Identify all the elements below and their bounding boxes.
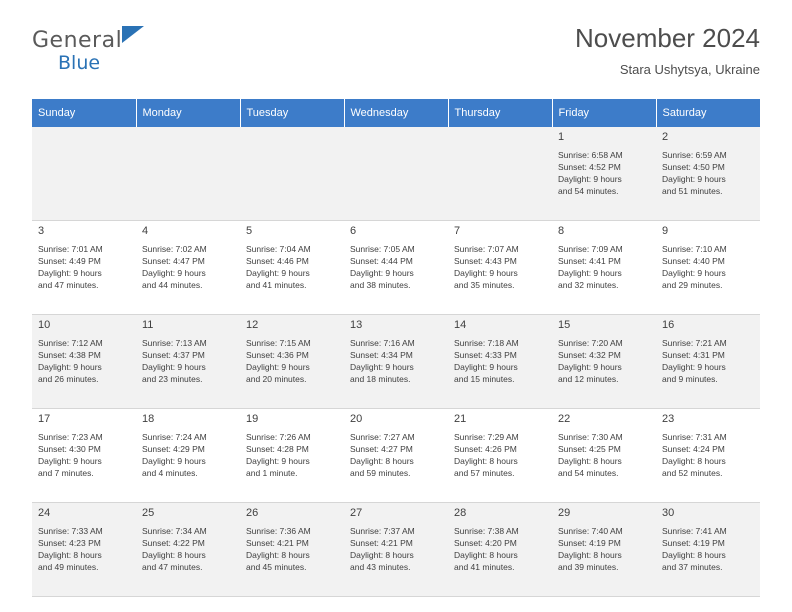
day-info-line: Sunset: 4:23 PM	[38, 537, 101, 548]
day-info-line: and 32 minutes.	[558, 279, 619, 290]
calendar-day-cell[interactable]	[656, 127, 760, 221]
calendar-day-cell[interactable]	[32, 409, 136, 503]
day-info-line: Sunset: 4:28 PM	[246, 443, 309, 454]
calendar-day-cell[interactable]	[552, 315, 656, 409]
day-info-line: Sunset: 4:19 PM	[558, 537, 621, 548]
day-info-line: Daylight: 8 hours	[38, 549, 102, 560]
day-info-line: Daylight: 9 hours	[454, 361, 518, 372]
weekday-header-friday: Friday	[552, 99, 656, 127]
calendar-day-cell[interactable]	[136, 409, 240, 503]
day-number: 3	[38, 225, 45, 237]
day-number: 13	[350, 319, 363, 331]
day-number: 14	[454, 319, 467, 331]
day-info-line: Daylight: 9 hours	[662, 173, 726, 184]
day-info-line: and 57 minutes.	[454, 467, 515, 478]
day-info-line: Sunrise: 7:04 AM	[246, 243, 311, 254]
day-info-line: Sunrise: 7:30 AM	[558, 431, 623, 442]
day-info-line: Sunset: 4:47 PM	[142, 255, 205, 266]
day-info-line: Sunrise: 7:07 AM	[454, 243, 519, 254]
day-info-line: and 9 minutes.	[662, 373, 718, 384]
day-info-line: Daylight: 9 hours	[350, 361, 414, 372]
day-info-line: Sunset: 4:34 PM	[350, 349, 413, 360]
day-info-line: Daylight: 8 hours	[558, 549, 622, 560]
day-info-line: Sunset: 4:43 PM	[454, 255, 517, 266]
calendar-day-cell[interactable]	[656, 503, 760, 597]
day-number: 19	[246, 413, 259, 425]
calendar-day-cell[interactable]	[448, 221, 552, 315]
day-info-line: Daylight: 9 hours	[662, 361, 726, 372]
day-info-line: Sunrise: 7:20 AM	[558, 337, 623, 348]
calendar-day-cell[interactable]	[136, 503, 240, 597]
day-info-line: Sunset: 4:46 PM	[246, 255, 309, 266]
day-info-line: Sunset: 4:32 PM	[558, 349, 621, 360]
calendar-day-cell[interactable]	[448, 503, 552, 597]
day-info-line: Sunrise: 7:18 AM	[454, 337, 519, 348]
day-info-line: Daylight: 9 hours	[38, 267, 102, 278]
day-info-line: Daylight: 9 hours	[38, 361, 102, 372]
calendar-day-cell[interactable]	[136, 221, 240, 315]
day-info-line: and 38 minutes.	[350, 279, 411, 290]
day-info-line: Sunset: 4:29 PM	[142, 443, 205, 454]
day-info-line: Sunrise: 7:05 AM	[350, 243, 415, 254]
day-info-line: Daylight: 9 hours	[350, 267, 414, 278]
calendar-day-cell[interactable]	[656, 221, 760, 315]
day-info-line: Sunset: 4:24 PM	[662, 443, 725, 454]
calendar-empty-cell	[136, 127, 240, 221]
day-number: 26	[246, 507, 259, 519]
day-number: 1	[558, 131, 565, 143]
day-info-line: Sunset: 4:38 PM	[38, 349, 101, 360]
day-info-line: Sunset: 4:26 PM	[454, 443, 517, 454]
calendar-day-cell[interactable]	[448, 409, 552, 503]
day-number: 28	[454, 507, 467, 519]
calendar-week-row	[32, 409, 760, 503]
day-info-line: Sunrise: 7:31 AM	[662, 431, 727, 442]
weekday-header-saturday: Saturday	[656, 99, 760, 127]
calendar-day-cell[interactable]	[32, 315, 136, 409]
calendar-week-row	[32, 503, 760, 597]
day-info-line: Daylight: 8 hours	[454, 455, 518, 466]
day-info-line: and 23 minutes.	[142, 373, 203, 384]
day-info-line: Sunset: 4:21 PM	[350, 537, 413, 548]
day-number: 10	[38, 319, 51, 331]
calendar-day-cell[interactable]	[240, 409, 344, 503]
day-info-line: and 37 minutes.	[662, 561, 723, 572]
day-info-line: and 54 minutes.	[558, 185, 619, 196]
calendar-week-row	[32, 127, 760, 221]
day-number: 30	[662, 507, 675, 519]
day-info-line: Daylight: 9 hours	[246, 267, 310, 278]
day-info-line: Daylight: 8 hours	[454, 549, 518, 560]
day-info-line: Daylight: 8 hours	[662, 455, 726, 466]
day-info-line: Daylight: 8 hours	[558, 455, 622, 466]
day-info-line: Daylight: 9 hours	[454, 267, 518, 278]
calendar-day-cell[interactable]	[552, 127, 656, 221]
weekday-header-tuesday: Tuesday	[240, 99, 344, 127]
calendar-day-cell[interactable]	[656, 409, 760, 503]
day-info-line: Sunrise: 7:33 AM	[38, 525, 103, 536]
day-info-line: and 59 minutes.	[350, 467, 411, 478]
calendar-day-cell[interactable]	[552, 221, 656, 315]
weekday-header-monday: Monday	[136, 99, 240, 127]
day-info-line: and 45 minutes.	[246, 561, 307, 572]
day-info-line: Sunset: 4:40 PM	[662, 255, 725, 266]
day-info-line: Sunrise: 6:59 AM	[662, 149, 727, 160]
weekday-header-row	[32, 99, 760, 127]
day-info-line: Daylight: 8 hours	[662, 549, 726, 560]
day-info-line: and 51 minutes.	[662, 185, 723, 196]
day-info-line: and 54 minutes.	[558, 467, 619, 478]
calendar-day-cell[interactable]	[240, 503, 344, 597]
day-info-line: and 44 minutes.	[142, 279, 203, 290]
day-number: 12	[246, 319, 259, 331]
location-subtitle: Stara Ushytsya, Ukraine	[619, 61, 760, 77]
day-number: 23	[662, 413, 675, 425]
day-info-line: Sunrise: 6:58 AM	[558, 149, 623, 160]
day-info-line: Sunrise: 7:23 AM	[38, 431, 103, 442]
calendar-empty-cell	[32, 127, 136, 221]
day-info-line: Daylight: 9 hours	[142, 455, 206, 466]
day-info-line: and 26 minutes.	[38, 373, 99, 384]
day-info-line: Sunset: 4:33 PM	[454, 349, 517, 360]
day-number: 24	[38, 507, 51, 519]
weekday-header-wednesday: Wednesday	[344, 99, 448, 127]
day-info-line: and 29 minutes.	[662, 279, 723, 290]
day-info-line: and 1 minute.	[246, 467, 298, 478]
day-info-line: Sunrise: 7:13 AM	[142, 337, 207, 348]
day-info-line: Daylight: 9 hours	[246, 361, 310, 372]
day-info-line: Sunrise: 7:09 AM	[558, 243, 623, 254]
day-info-line: Sunset: 4:50 PM	[662, 161, 725, 172]
calendar-table	[32, 99, 760, 597]
day-number: 29	[558, 507, 571, 519]
day-info-line: Sunrise: 7:01 AM	[38, 243, 103, 254]
day-info-line: Sunrise: 7:26 AM	[246, 431, 311, 442]
day-info-line: Sunrise: 7:24 AM	[142, 431, 207, 442]
day-info-line: Sunset: 4:41 PM	[558, 255, 621, 266]
day-number: 21	[454, 413, 467, 425]
weekday-header-thursday: Thursday	[448, 99, 552, 127]
day-info-line: and 12 minutes.	[558, 373, 619, 384]
day-info-line: and 7 minutes.	[38, 467, 94, 478]
day-number: 9	[662, 225, 669, 237]
day-info-line: Sunset: 4:20 PM	[454, 537, 517, 548]
calendar-day-cell[interactable]	[344, 409, 448, 503]
day-info-line: Daylight: 8 hours	[350, 549, 414, 560]
flag-icon	[122, 26, 144, 43]
day-info-line: and 49 minutes.	[38, 561, 99, 572]
day-info-line: Sunset: 4:19 PM	[662, 537, 725, 548]
calendar-empty-cell	[344, 127, 448, 221]
day-info-line: Sunset: 4:44 PM	[350, 255, 413, 266]
day-number: 25	[142, 507, 155, 519]
day-info-line: Daylight: 9 hours	[142, 361, 206, 372]
day-info-line: and 47 minutes.	[38, 279, 99, 290]
day-info-line: Sunrise: 7:40 AM	[558, 525, 623, 536]
day-info-line: and 35 minutes.	[454, 279, 515, 290]
day-info-line: and 47 minutes.	[142, 561, 203, 572]
calendar-day-cell[interactable]	[552, 409, 656, 503]
day-info-line: and 41 minutes.	[454, 561, 515, 572]
day-info-line: Sunrise: 7:21 AM	[662, 337, 727, 348]
day-info-line: Daylight: 8 hours	[246, 549, 310, 560]
day-info-line: Daylight: 9 hours	[558, 361, 622, 372]
day-number: 6	[350, 225, 357, 237]
day-info-line: Sunrise: 7:38 AM	[454, 525, 519, 536]
calendar-day-cell[interactable]	[656, 315, 760, 409]
calendar-day-cell[interactable]	[344, 221, 448, 315]
calendar-empty-cell	[448, 127, 552, 221]
day-info-line: and 20 minutes.	[246, 373, 307, 384]
day-info-line: Sunset: 4:37 PM	[142, 349, 205, 360]
calendar-week-row	[32, 315, 760, 409]
calendar-day-cell[interactable]	[344, 503, 448, 597]
day-number: 5	[246, 225, 253, 237]
day-number: 8	[558, 225, 565, 237]
calendar-day-cell[interactable]	[344, 315, 448, 409]
calendar-day-cell[interactable]	[552, 503, 656, 597]
day-info-line: Daylight: 8 hours	[142, 549, 206, 560]
day-info-line: Daylight: 9 hours	[38, 455, 102, 466]
day-number: 20	[350, 413, 363, 425]
day-info-line: Sunrise: 7:12 AM	[38, 337, 103, 348]
page-title: November 2024	[575, 23, 760, 53]
day-number: 4	[142, 225, 149, 237]
brand-name-blue: Blue	[58, 52, 101, 74]
calendar-day-cell[interactable]	[136, 315, 240, 409]
day-info-line: and 43 minutes.	[350, 561, 411, 572]
day-info-line: Sunrise: 7:41 AM	[662, 525, 727, 536]
day-number: 17	[38, 413, 51, 425]
day-info-line: and 41 minutes.	[246, 279, 307, 290]
day-number: 18	[142, 413, 155, 425]
day-info-line: Sunrise: 7:36 AM	[246, 525, 311, 536]
day-info-line: and 18 minutes.	[350, 373, 411, 384]
day-info-line: Sunset: 4:52 PM	[558, 161, 621, 172]
day-info-line: Daylight: 9 hours	[662, 267, 726, 278]
day-info-line: Daylight: 9 hours	[558, 173, 622, 184]
day-info-line: Sunrise: 7:27 AM	[350, 431, 415, 442]
day-number: 15	[558, 319, 571, 331]
day-info-line: Sunset: 4:36 PM	[246, 349, 309, 360]
day-info-line: Sunset: 4:30 PM	[38, 443, 101, 454]
page-header	[32, 24, 760, 86]
day-info-line: Sunrise: 7:34 AM	[142, 525, 207, 536]
day-info-line: Daylight: 9 hours	[142, 267, 206, 278]
day-info-line: and 39 minutes.	[558, 561, 619, 572]
calendar-body	[32, 127, 760, 597]
calendar-day-cell[interactable]	[240, 315, 344, 409]
day-info-line: Sunset: 4:22 PM	[142, 537, 205, 548]
calendar-week-row	[32, 221, 760, 315]
day-number: 16	[662, 319, 675, 331]
day-info-line: Sunset: 4:31 PM	[662, 349, 725, 360]
day-number: 11	[142, 319, 154, 331]
day-info-line: Daylight: 9 hours	[246, 455, 310, 466]
day-info-line: Sunset: 4:49 PM	[38, 255, 101, 266]
day-number: 7	[454, 225, 461, 237]
day-info-line: Sunrise: 7:29 AM	[454, 431, 519, 442]
title-block	[575, 24, 760, 77]
day-number: 27	[350, 507, 363, 519]
calendar-day-cell[interactable]	[32, 221, 136, 315]
day-info-line: Sunrise: 7:37 AM	[350, 525, 415, 536]
weekday-header-sunday: Sunday	[32, 99, 136, 127]
day-info-line: and 52 minutes.	[662, 467, 723, 478]
day-info-line: Sunrise: 7:16 AM	[350, 337, 415, 348]
day-info-line: Sunrise: 7:10 AM	[662, 243, 727, 254]
day-info-line: Sunset: 4:27 PM	[350, 443, 413, 454]
day-info-line: and 15 minutes.	[454, 373, 515, 384]
day-number: 2	[662, 131, 669, 143]
calendar-day-cell[interactable]	[448, 315, 552, 409]
day-info-line: Daylight: 9 hours	[558, 267, 622, 278]
calendar-empty-cell	[240, 127, 344, 221]
calendar-day-cell[interactable]	[240, 221, 344, 315]
day-info-line: Sunrise: 7:02 AM	[142, 243, 207, 254]
calendar-day-cell[interactable]	[32, 503, 136, 597]
day-number: 22	[558, 413, 571, 425]
brand-logo	[32, 24, 122, 73]
day-info-line: Sunset: 4:25 PM	[558, 443, 621, 454]
brand-name-general: General	[32, 28, 123, 53]
day-info-line: Sunset: 4:21 PM	[246, 537, 309, 548]
day-info-line: Sunrise: 7:15 AM	[246, 337, 311, 348]
day-info-line: Daylight: 8 hours	[350, 455, 414, 466]
day-info-line: and 4 minutes.	[142, 467, 198, 478]
